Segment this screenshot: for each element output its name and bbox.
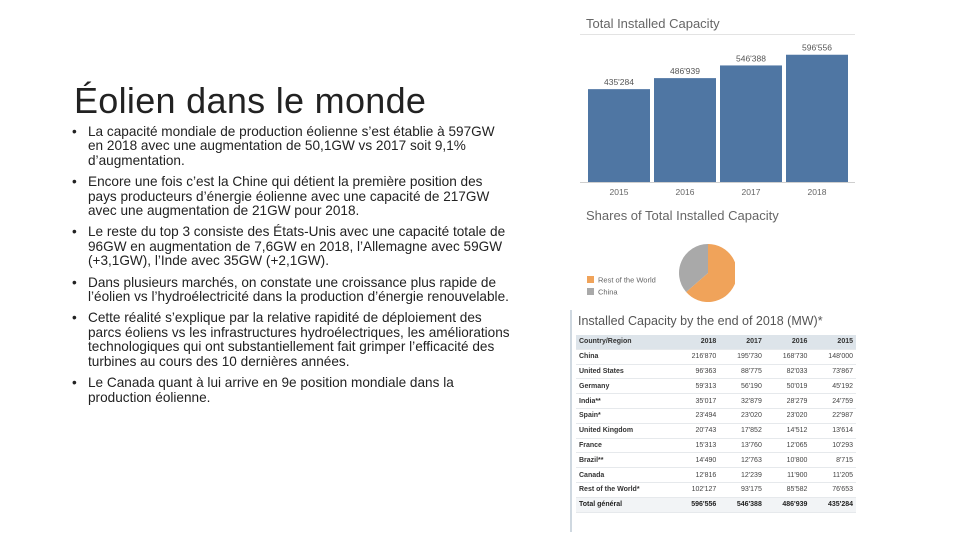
x-tick-label: 2016 [675,187,695,197]
table-cell: 23'494 [674,408,720,423]
table-cell: 13'760 [719,438,765,453]
table-cell: 45'192 [810,379,856,394]
table-row [576,468,856,483]
table-cell: 88'775 [719,364,765,379]
pie-chart-title: Shares of Total Installed Capacity [586,208,779,223]
table-header-cell: 2016 [765,335,811,349]
bullet-list [70,125,510,412]
bar-value-label: 435'284 [604,77,634,88]
table-cell: China [576,349,674,364]
table-cell: United States [576,364,674,379]
table-cell: 12'763 [719,453,765,468]
table-cell: 546'388 [719,497,765,512]
table-cell: 93'175 [719,482,765,497]
table-cell: 76'653 [810,482,856,497]
bar [786,55,848,182]
table-cell: Brazil** [576,453,674,468]
table-cell: 15'313 [674,438,720,453]
table-cell: 59'313 [674,379,720,394]
pie-chart [585,240,735,305]
bullet-item: • Dans plusieurs marchés, on constate une croissance plus rapide de l’éolien vs l’hydroélectricité dans la production d’énergie renouvelable. [70,276,510,305]
bar [654,78,716,182]
table-cell: 13'614 [810,423,856,438]
x-tick-label: 2017 [741,187,761,197]
bar-chart [580,34,860,204]
table-title: Installed Capacity by the end of 2018 (MW)* [578,314,823,328]
bullet-item: • Le reste du top 3 consiste des États-Unis avec une capacité totale de 96GW en augmentation de 7,6GW en 2018, l’Allemagne avec 59GW (+3,1GW), l’Inde avec 35GW (+2,1GW). [70,225,510,268]
capacity-table [576,335,856,513]
x-tick-label: 2015 [609,187,629,197]
table-cell: Spain* [576,408,674,423]
table-row [576,379,856,394]
table-cell: 102'127 [674,482,720,497]
bullet-item: • Cette réalité s’explique par la relative rapidité de déploiement des parcs éoliens vs les infrastructures hydroélectriques, les améliorations technologiques qui ont substantiellement fait grimper l’efficacité des turbines au cours des 10 dernières années. [70,311,510,369]
bullet-item: • Le Canada quant à lui arrive en 9e position mondiale dans la production éolienne. [70,376,510,405]
table-header-cell: 2017 [719,335,765,349]
table-cell: 14'512 [765,423,811,438]
table-cell: 168'730 [765,349,811,364]
table-cell: United Kingdom [576,423,674,438]
table-header-cell: 2018 [674,335,720,349]
table-cell: 24'759 [810,394,856,409]
table-row [576,453,856,468]
legend-label: China [598,287,618,297]
bar-value-label: 486'939 [670,66,700,77]
table-cell: 12'065 [765,438,811,453]
table-cell: 28'279 [765,394,811,409]
table-cell: 148'000 [810,349,856,364]
legend-swatch [587,288,594,295]
table-cell: 22'987 [810,408,856,423]
table-cell: France [576,438,674,453]
table-cell: 596'556 [674,497,720,512]
table-header-cell: 2015 [810,335,856,349]
bullet-item: • Encore une fois c’est la Chine qui détient la première position des pays producteurs d’énergie éolienne avec une capacité de 217GW avec une augmentation de 21GW pour 2018. [70,175,510,218]
table-cell: 56'190 [719,379,765,394]
table-cell: 32'879 [719,394,765,409]
table-cell: 23'020 [765,408,811,423]
table-row [576,408,856,423]
table-cell: 486'939 [765,497,811,512]
table-cell: 17'852 [719,423,765,438]
table-row [576,423,856,438]
table-row [576,482,856,497]
table-cell: 8'715 [810,453,856,468]
table-cell: 23'020 [719,408,765,423]
table-cell: 50'019 [765,379,811,394]
table-cell: India** [576,394,674,409]
table-cell: 216'870 [674,349,720,364]
table-cell: 435'284 [810,497,856,512]
table-row [576,438,856,453]
legend-swatch [587,276,594,283]
table-body [576,349,856,512]
table-cell: 20'743 [674,423,720,438]
table-cell: 35'017 [674,394,720,409]
bar-chart-title: Total Installed Capacity [586,16,720,31]
table-cell: 195'730 [719,349,765,364]
table-row [576,349,856,364]
table-cell: 73'867 [810,364,856,379]
bullet-item: • La capacité mondiale de production éolienne s’est établie à 597GW en 2018 avec une augmentation de 50,1GW vs 2017 soit 9,1% d’augmentation. [70,125,510,168]
table-cell: 96'363 [674,364,720,379]
table-cell: 10'800 [765,453,811,468]
bar [720,65,782,182]
table-row [576,497,856,512]
bar [588,89,650,182]
bar-value-label: 546'388 [736,53,766,64]
table-cell: Canada [576,468,674,483]
table-cell: 11'205 [810,468,856,483]
x-tick-label: 2018 [807,187,827,197]
bar-value-label: 596'556 [802,42,832,53]
legend-label: Rest of the World [598,275,656,285]
table-row [576,394,856,409]
table-cell: 14'490 [674,453,720,468]
slide-title: Éolien dans le monde [74,80,427,122]
table-cell: 10'293 [810,438,856,453]
table-row [576,364,856,379]
table-cell: 12'239 [719,468,765,483]
table-cell: 11'900 [765,468,811,483]
table-cell: Rest of the World* [576,482,674,497]
table-cell: Germany [576,379,674,394]
table-cell: 12'816 [674,468,720,483]
table-cell: 82'033 [765,364,811,379]
table-header-row [576,335,856,349]
table-cell: 85'582 [765,482,811,497]
table-header-cell: Country/Region [576,335,674,349]
table-cell: Total général [576,497,674,512]
